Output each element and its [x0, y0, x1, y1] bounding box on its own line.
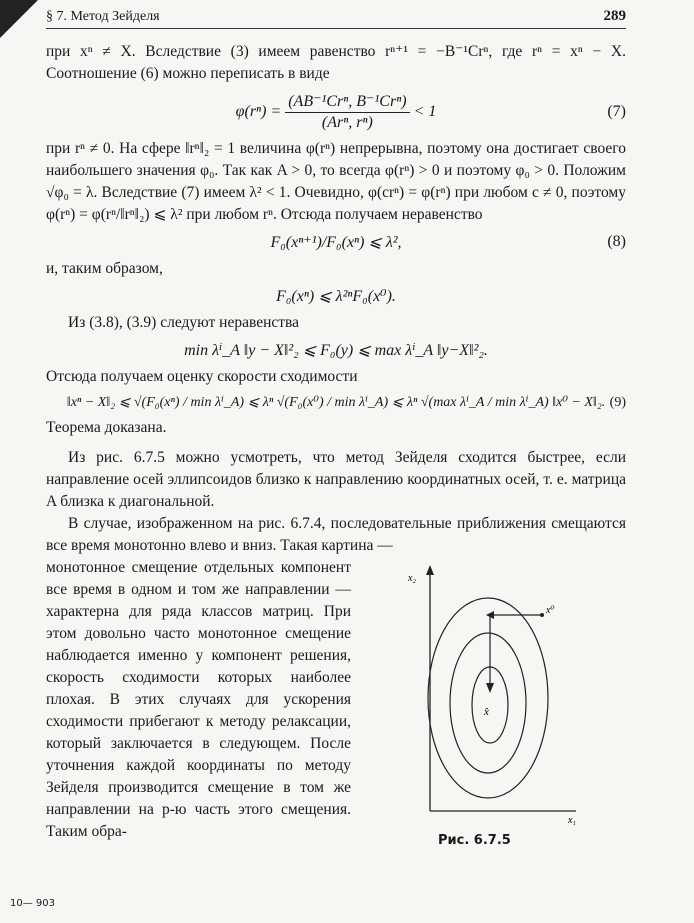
- page-header: [46, 8, 626, 29]
- equation-9: [46, 394, 626, 411]
- paragraph-1: при xⁿ ≠ X. Вследствие (3) имеем равенство rⁿ⁺¹ = −B⁻¹Crⁿ, где rⁿ = xⁿ − X. Соотношение (6) можно переписать в виде: [46, 43, 626, 82]
- scan-corner-shadow: [0, 0, 38, 38]
- eq8-text: F₀(xⁿ⁺¹)/F₀(xⁿ) ⩽ λ²,: [270, 234, 402, 251]
- x2-arrow: [426, 565, 434, 575]
- eq9-text: ‖xⁿ − X‖₂ ⩽ √(F₀(xⁿ) / min λⁱ_A) ⩽ λⁿ √(F₀(x⁰) / min λⁱ_A) ⩽ λⁿ √(max λⁱ_A / min λⁱ_A) ‖x⁰ − X‖₂.: [66, 395, 606, 410]
- step-v-arrow: [486, 683, 494, 693]
- signature-mark: 10— 903: [10, 898, 55, 909]
- eq9-number: (9): [609, 394, 626, 410]
- label-x0: x⁰: [546, 605, 555, 616]
- eq8b-text: F₀(xⁿ) ⩽ λ²ⁿF₀(x⁰).: [276, 288, 396, 305]
- label-x2: x₂: [408, 573, 416, 584]
- paragraph-6: Теорема доказана.: [46, 419, 167, 436]
- section-title: § 7. Метод Зейделя: [46, 9, 160, 24]
- page-number: 289: [603, 8, 626, 24]
- eq7-left: φ(rⁿ) =: [235, 102, 282, 120]
- ellipse-figure: [398, 563, 584, 825]
- paragraph-5: Отсюда получаем оценку скорости сходимости: [46, 368, 358, 385]
- equation-minmax: [46, 340, 626, 360]
- figure-area: [46, 557, 626, 848]
- start-point: [540, 613, 544, 617]
- label-x1: x₁: [568, 815, 576, 825]
- eq7-denominator: (Arⁿ, rⁿ): [321, 114, 373, 131]
- label-center: x̂: [484, 706, 489, 718]
- equation-7: [46, 91, 626, 132]
- eq8-number: (8): [607, 233, 626, 250]
- paragraph-9: монотонное смещение отдельных компонент все время в одном и том же направлении — характерна для ряда классов матриц. При этом довольно часто монотонное смещение наблюдается именно у компонент решения, скорость сходимости которых наиболее плохая. В этих случаях для ускорения сходимости прибегают к методу релаксации, который заключается в следующем. После уточнения каждой координаты по методу Зейделя производится смещение в том же направлении на p-ю часть этого смещения. Таким обра-: [46, 559, 351, 840]
- figure-caption: Рис. 6.7.5: [438, 833, 511, 848]
- paragraph-3: и, таким образом,: [46, 260, 163, 277]
- equation-8b: [46, 286, 626, 306]
- eq-minmax-text: min λⁱ_A ‖y − X‖²₂ ⩽ F₀(y) ⩽ max λⁱ_A ‖y−X‖²₂.: [184, 342, 488, 359]
- paragraph-4: Из (3.8), (3.9) следуют неравенства: [68, 314, 300, 331]
- wrapped-text: [46, 557, 351, 843]
- middle-ellipse: [450, 633, 526, 773]
- eq7-number: (7): [607, 102, 626, 120]
- page: [46, 8, 626, 848]
- outer-ellipse: [428, 598, 548, 798]
- eq7-right: < 1: [413, 102, 437, 120]
- equation-8: [46, 232, 626, 252]
- eq7-fraction: [285, 91, 409, 132]
- paragraph-2: при rⁿ ≠ 0. На сфере ‖rⁿ‖₂ = 1 величина φ(rⁿ) непрерывна, поэтому она достигает своего наибольшего значения φ₀. Так как A > 0, то всегда φ(rⁿ) > 0 и поэтому φ₀ > 0. Положим √φ₀ = λ. Вследствие (7) имеем λ² < 1. Очевидно, φ(crⁿ) = φ(rⁿ) при любом c ≠ 0, поэтому φ(rⁿ) = φ(rⁿ/‖rⁿ‖₂) ⩽ λ² при любом rⁿ. Отсюда получаем неравенство: [46, 140, 626, 223]
- paragraph-8: В случае, изображенном на рис. 6.7.4, последовательные приближения смещаются все время монотонно влево и вниз. Такая картина —: [46, 515, 626, 554]
- eq7-numerator: (AB⁻¹Crⁿ, B⁻¹Crⁿ): [285, 91, 409, 113]
- paragraph-7: Из рис. 6.7.5 можно усмотреть, что метод Зейделя сходится быстрее, если направление осей эллипсоидов близко к направлению координатных осей, т. е. матрица A близка к диагональной.: [46, 449, 626, 510]
